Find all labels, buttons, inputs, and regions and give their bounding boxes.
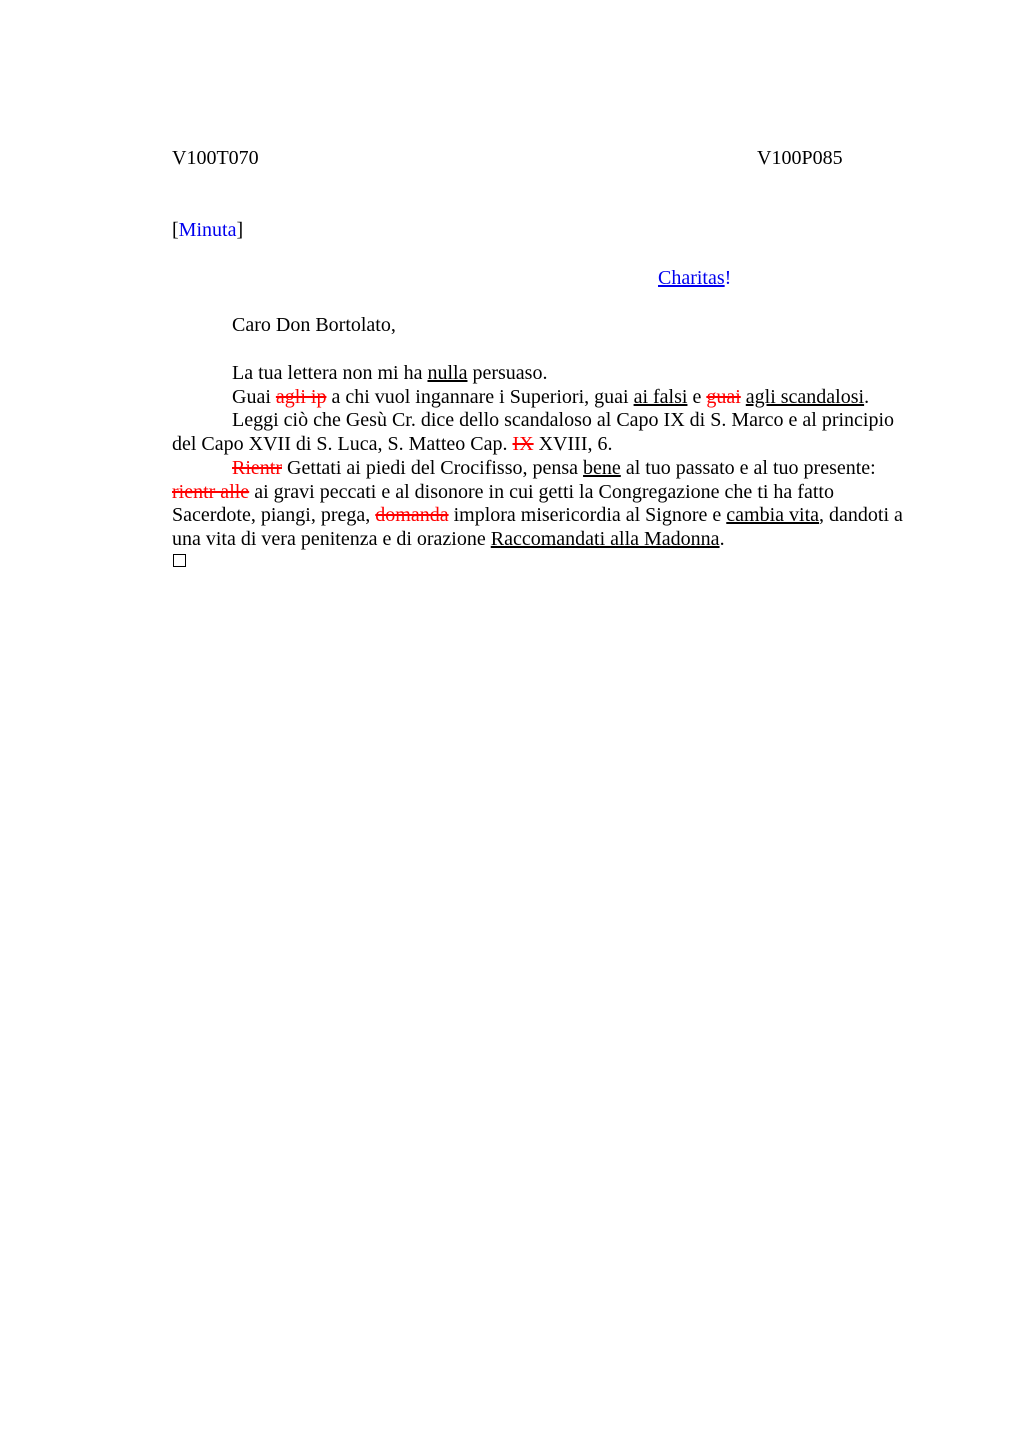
- letter-line-6: [172, 480, 834, 504]
- line6-text-a: ai gravi peccati e al disonore in cui getti la Congregazione che ti ha fatto: [249, 481, 834, 503]
- minuta-label: Minuta: [178, 219, 237, 241]
- line2-deletion-2: guai: [706, 386, 741, 408]
- letter-line-7: [172, 503, 903, 527]
- note-close-bracket: ]: [236, 219, 244, 241]
- line3-text-a: Leggi ciò che Gesù Cr. dice dello scandaloso al Capo IX di S. Marco e al principio: [232, 409, 895, 431]
- line7-text-b: implora misericordia al Signore e: [448, 504, 727, 526]
- line4-text-b: XVIII, 6.: [533, 433, 613, 455]
- line6-deletion-1: rientr alle: [172, 481, 250, 503]
- letter-line-2: [232, 385, 869, 409]
- note-open-bracket: [: [172, 219, 179, 241]
- letter-line-5: [232, 456, 876, 480]
- charitas-heading: [658, 266, 731, 290]
- line1-text-c: persuaso.: [467, 362, 548, 384]
- salutation: Caro Don Bortolato,: [232, 314, 396, 336]
- end-checkbox[interactable]: [173, 554, 186, 567]
- line1-text-a: La tua lettera non mi ha: [232, 362, 428, 384]
- line8-text-a: una vita di vera penitenza e di orazione: [172, 528, 491, 550]
- line2-text-b: a chi vuol ingannare i Superiori, guai: [326, 386, 634, 408]
- line7-text-c: , dandoti a: [819, 504, 903, 526]
- letter-line-3: [232, 408, 894, 432]
- line5-text-b: al tuo passato e al tuo presente:: [620, 457, 876, 479]
- letter-line-4: [172, 432, 612, 456]
- line7-deletion-1: domanda: [375, 504, 449, 526]
- line2-deletion-1: agli ip: [275, 386, 327, 408]
- line2-underlined-1: ai falsi: [633, 386, 688, 408]
- line5-text-a: Gettati ai piedi del Crocifisso, pensa: [282, 457, 584, 479]
- line5-deletion-1: Rientr: [232, 457, 282, 479]
- charitas-punct: !: [724, 267, 732, 289]
- left-archive-code: V100T070: [172, 147, 259, 169]
- line2-text-a: Guai: [232, 386, 276, 408]
- line8-text-b: .: [719, 528, 725, 550]
- line1-underlined: nulla: [427, 362, 468, 384]
- minuta-note: [172, 218, 243, 242]
- line7-underlined-1: cambia vita: [726, 504, 820, 526]
- letter-line-8: [172, 527, 725, 551]
- line2-text-c: e: [687, 386, 707, 408]
- letter-line-1: [232, 361, 547, 385]
- line4-text-a: del Capo XVII di S. Luca, S. Matteo Cap.: [172, 433, 513, 455]
- line2-text-e: .: [864, 386, 870, 408]
- line2-underlined-2: agli scandalosi: [745, 386, 865, 408]
- line7-text-a: Sacerdote, piangi, prega,: [172, 504, 376, 526]
- charitas-link[interactable]: Charitas: [658, 267, 725, 289]
- line8-underlined-1: Raccomandati alla Madonna: [490, 528, 720, 550]
- line4-deletion-1: IX: [512, 433, 534, 455]
- line5-underlined-1: bene: [583, 457, 621, 479]
- right-archive-code: V100P085: [757, 147, 843, 169]
